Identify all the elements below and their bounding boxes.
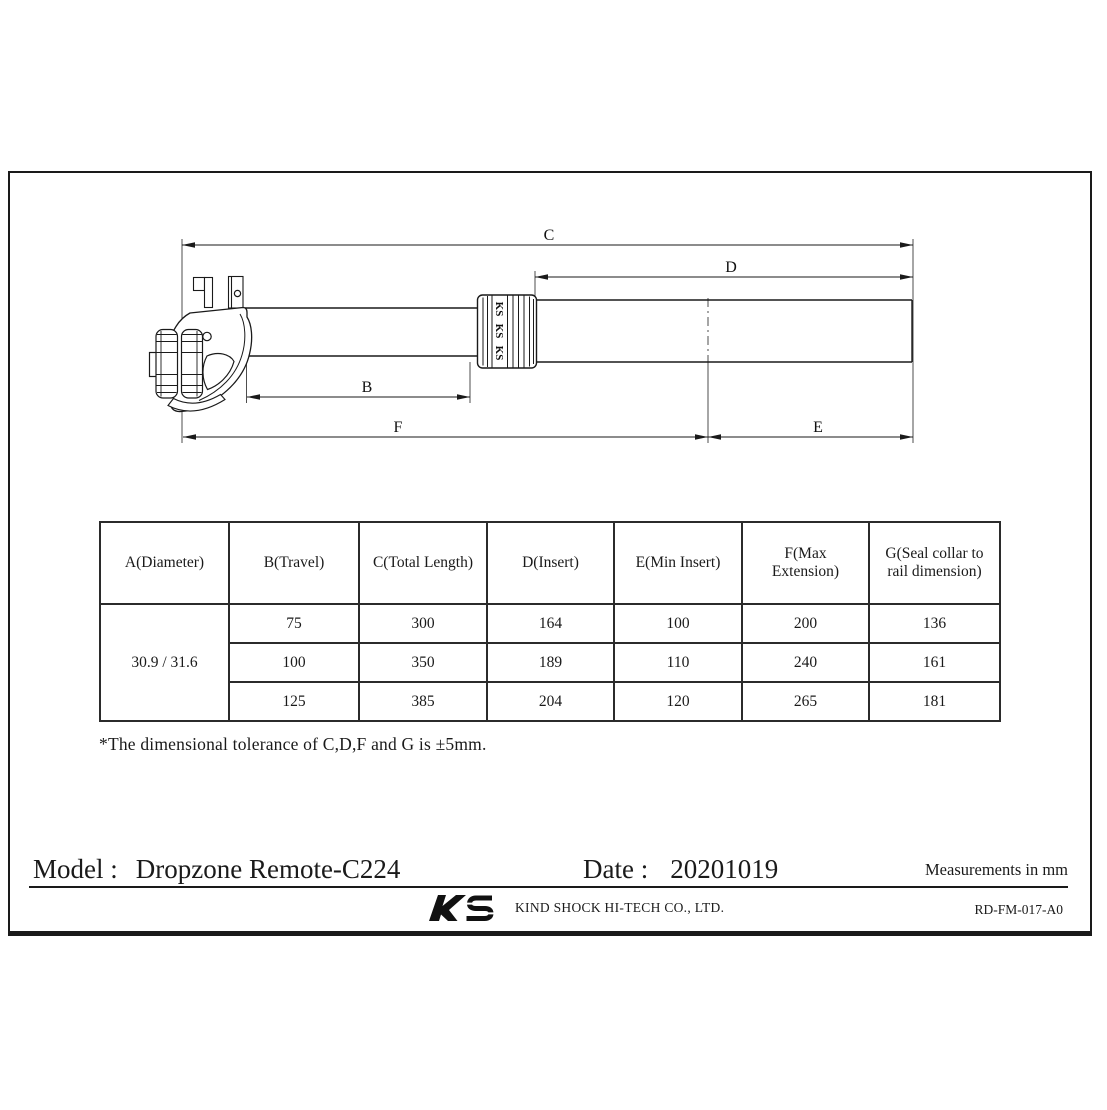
footer-divider bbox=[29, 886, 1068, 888]
dim-label-f: F bbox=[393, 419, 403, 436]
col-header-insert: D(Insert) bbox=[487, 522, 614, 604]
table-cell: 240 bbox=[742, 643, 869, 682]
table-cell: 75 bbox=[229, 604, 359, 643]
table-cell: 161 bbox=[869, 643, 1000, 682]
seatpost-head bbox=[150, 277, 252, 412]
table-cell: 120 bbox=[614, 682, 742, 721]
table-cell: 164 bbox=[487, 604, 614, 643]
date-label: Date : bbox=[583, 854, 649, 884]
table-cell: 100 bbox=[614, 604, 742, 643]
table-cell: 385 bbox=[359, 682, 487, 721]
extension-lines bbox=[182, 239, 913, 443]
table-cell: 350 bbox=[359, 643, 487, 682]
table-cell: 265 bbox=[742, 682, 869, 721]
col-header-min-insert: E(Min Insert) bbox=[614, 522, 742, 604]
model-value: Dropzone Remote-C224 bbox=[135, 854, 401, 884]
brand-block bbox=[428, 893, 724, 923]
company-name: KIND SHOCK HI-TECH CO., LTD. bbox=[515, 900, 725, 915]
spec-table bbox=[99, 521, 1001, 722]
table-cell: 189 bbox=[487, 643, 614, 682]
table-cell: 110 bbox=[614, 643, 742, 682]
svg-text:KS: KS bbox=[493, 323, 505, 339]
dim-label-b: B bbox=[361, 379, 373, 396]
table-cell: 181 bbox=[869, 682, 1000, 721]
diameter-cell: 30.9 / 31.6 bbox=[100, 604, 229, 721]
dimension-e bbox=[708, 419, 913, 440]
table-cell: 100 bbox=[229, 643, 359, 682]
dim-label-e: E bbox=[813, 419, 823, 436]
svg-text:KS: KS bbox=[493, 345, 505, 361]
table-cell: 300 bbox=[359, 604, 487, 643]
upper-tube bbox=[245, 308, 477, 356]
ks-logo-collar bbox=[493, 302, 505, 361]
date-line bbox=[583, 854, 778, 885]
table-row bbox=[100, 604, 1000, 643]
table-cell: 125 bbox=[229, 682, 359, 721]
lower-tube bbox=[536, 300, 912, 362]
tolerance-footnote: *The dimensional tolerance of C,D,F and G is ±5mm. bbox=[99, 734, 487, 754]
table-row bbox=[100, 682, 1000, 721]
dim-label-c: C bbox=[543, 227, 555, 244]
date-value: 20201019 bbox=[670, 854, 779, 884]
seal-collar bbox=[478, 295, 537, 368]
ks-logo-icon bbox=[428, 894, 506, 922]
table-cell: 136 bbox=[869, 604, 1000, 643]
units-note: Measurements in mm bbox=[925, 860, 1068, 879]
svg-text:KS: KS bbox=[493, 301, 505, 317]
dimension-f bbox=[183, 419, 708, 440]
dimension-c bbox=[182, 227, 913, 248]
table-cell: 200 bbox=[742, 604, 869, 643]
col-header-max-extension: F(Max Extension) bbox=[742, 522, 869, 604]
col-header-diameter: A(Diameter) bbox=[100, 522, 229, 604]
model-line bbox=[33, 854, 400, 885]
table-cell: 204 bbox=[487, 682, 614, 721]
model-label: Model : bbox=[33, 854, 118, 884]
dimension-b bbox=[247, 379, 470, 400]
table-row bbox=[100, 643, 1000, 682]
header-row bbox=[100, 522, 1000, 604]
dimension-d bbox=[535, 259, 913, 280]
col-header-total-length: C(Total Length) bbox=[359, 522, 487, 604]
col-header-seal-collar: G(Seal collar to rail dimension) bbox=[869, 522, 1000, 604]
document-number: RD-FM-017-A0 bbox=[974, 902, 1063, 917]
col-header-travel: B(Travel) bbox=[229, 522, 359, 604]
dim-label-d: D bbox=[725, 259, 737, 276]
